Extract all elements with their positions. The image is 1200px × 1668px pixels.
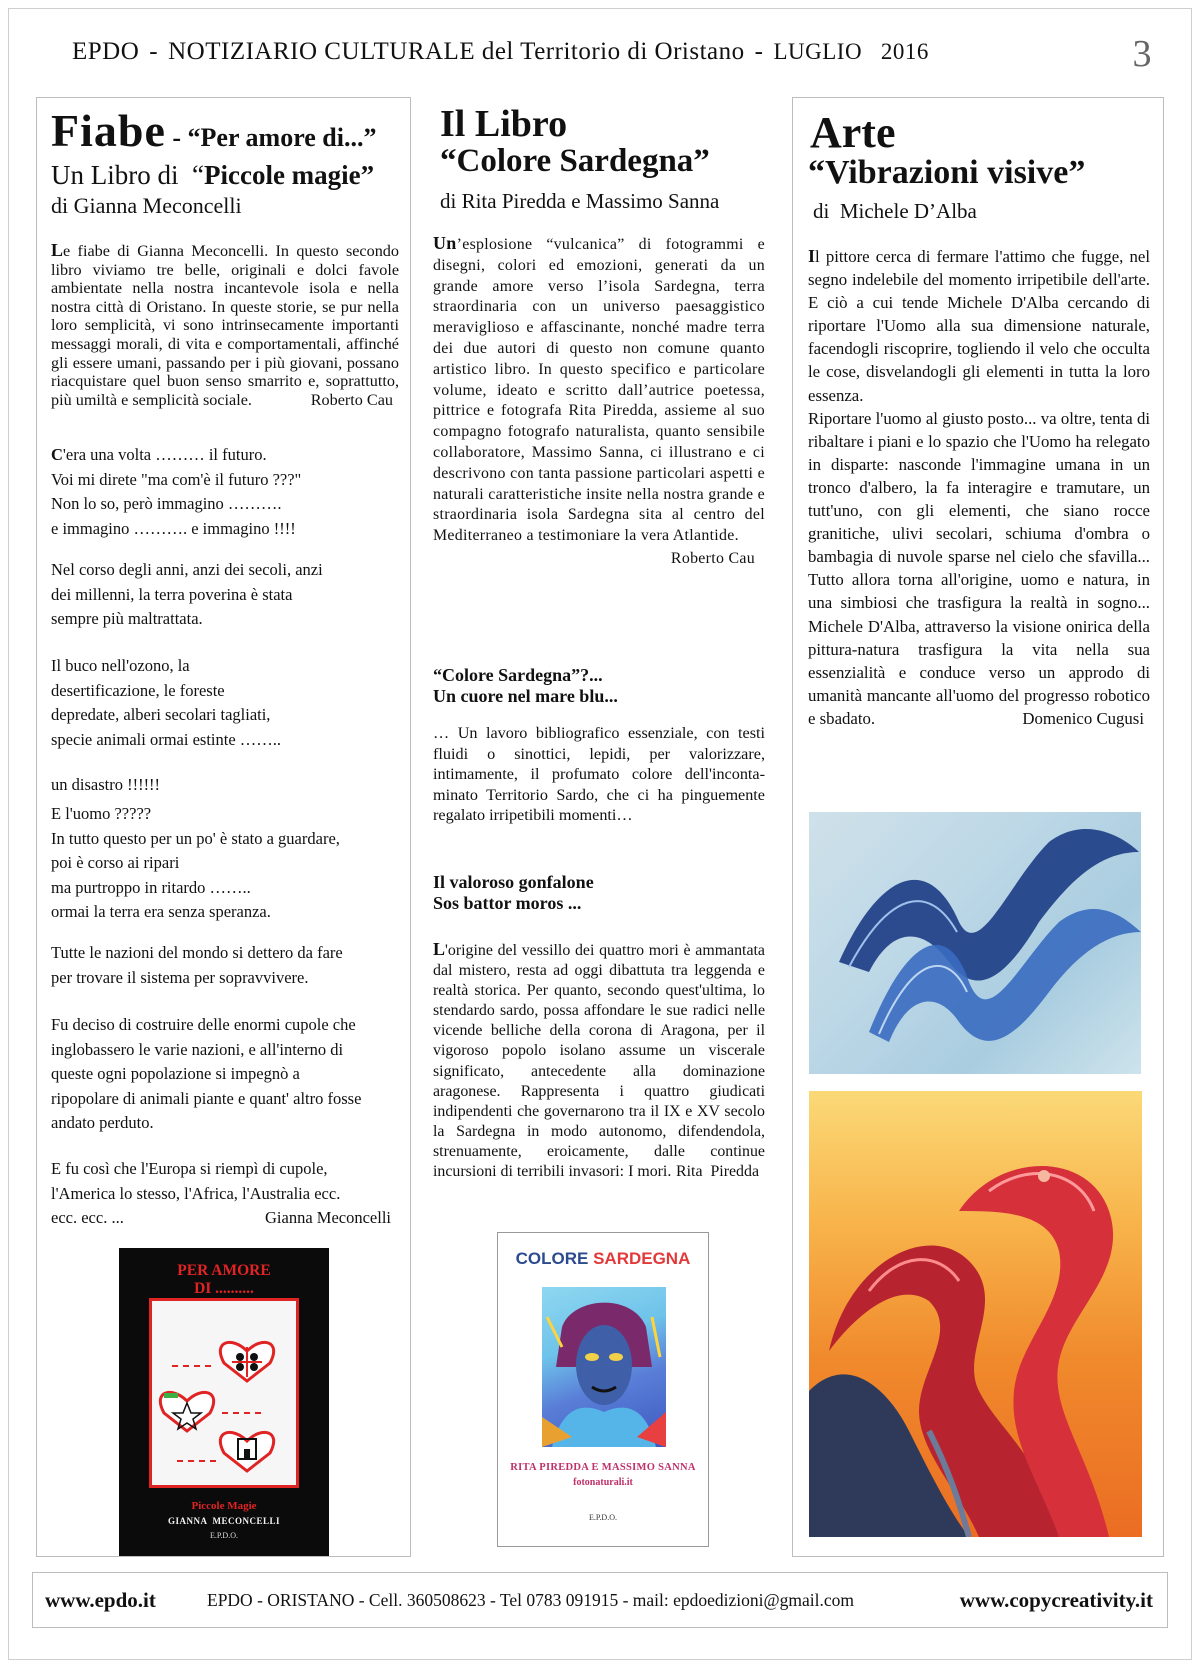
libro-byline: di Rita Piredda e Massimo Sanna (440, 189, 720, 213)
column-il-libro (418, 97, 780, 1557)
verse-line: desertificazione, le foreste (51, 680, 225, 700)
mask-illustration (542, 1287, 666, 1447)
book-cover-author: GIANNA MECONCELLI (167, 1516, 280, 1526)
book-cover-illustration (149, 1298, 299, 1488)
verse-line: per trovare il sistema per sopravvivere. (51, 967, 309, 987)
footer-contacts: EPDO - ORISTANO - Cell. 360508623 - Tel 0783 091915 - mail: epdoedizioni@gmail.com (207, 1590, 854, 1610)
fiabe-intro (51, 241, 399, 409)
red-waves-painting (809, 1091, 1142, 1537)
libro-main (433, 233, 765, 570)
footer (32, 1572, 1168, 1628)
fiabe-byline: di Gianna Meconcelli (51, 193, 242, 218)
fiabe-title: Fiabe (51, 105, 166, 156)
book-cover-colore-sardegna (497, 1232, 709, 1547)
verse-line: In tutto questo per un po' è stato a guardare, (51, 828, 340, 848)
book-cover-publisher: E.P.D.O. (209, 1531, 238, 1540)
fiabe-verse-1 (51, 443, 399, 541)
masthead-issue: LUGLIO 2016 (773, 39, 929, 64)
drop-cap: L (51, 240, 64, 260)
verse-line: Tutte le nazioni del mondo si dettero da fare (51, 943, 343, 962)
verse-line: ormai la terra era senza speranza. (51, 902, 271, 921)
libro-paragraph-3: L'origine del vessillo dei quattro mori è ammantata dal mistero, resta ad oggi dibattuta tra leggenda e realtà storica. Per quanto, secondo quest'ultima, lo stendardo sardo, possa affondare le sue radici nelle vicende belliche della corona di Aragona, per il vigoroso popolo isolano assume un viscerale significato, antecedente alla dominazione aragonese. Rappresenta i quattro giudicati indipendenti che governarono tra il IX e XV secolo la Sardegna in modo autonomo, difendendola, strenuamente, eroicamente, dalle continue incursioni di terribili invasori: I mori. Rita Piredda (433, 939, 765, 1182)
fiabe-signature: Gianna Meconcelli (265, 1208, 391, 1227)
verse-line: l'America lo stesso, l'Africa, l'Australia ecc. (51, 1183, 341, 1203)
verse-line: depredate, alberi secolari tagliati, (51, 705, 271, 724)
fiabe-verse-6 (51, 941, 399, 990)
verse-line: specie animali ormai estinte …….. (51, 729, 282, 749)
verse-line: e immagino ………. e immagino !!!! (51, 518, 296, 538)
book-cover-title: PER AMORE DI .......... (177, 1262, 271, 1297)
fiabe-heading (51, 104, 377, 157)
masthead-title (72, 38, 929, 66)
painting-blue-waves (809, 812, 1141, 1074)
fiabe-intro-signature: Roberto Cau (310, 390, 393, 409)
verse-line: queste ogni popolazione si impegnò a (51, 1064, 300, 1083)
arte-title-2: “Vibrazioni visive” (808, 154, 1086, 191)
arte-signature: Domenico Cugusi (1022, 708, 1144, 728)
libro-main-text: ’esplosione “vulcanica” di fotogrammi e disegni, colori ed emozioni, generati da un grande amore verso l’isola Sardegna, terra straordinaria con un universo paesaggistico meraviglioso e affascinante, nonché madre terra dei due autori di questo non comune quanto artistico libro. In questo specifico e particolare volume, ideato e scritto dall’autrice poetessa, pittrice e fotografa Rita Piredda, assieme al suo compagno fotografo naturalista, quanto sensibile collaboratore, Massimo Sanna, ci illustrano e ci descrivono con tanta passione particolari aspetti e naturali caratteristiche insite nella nostra grande e straordinaria isola Sardegna sita al centro del Mediterraneo a testimoniare la vera Atlantide. (433, 236, 765, 545)
verse-line: Non lo so, però immagino ………. (51, 494, 282, 513)
book-cover-site: fotonaturali.it (573, 1477, 633, 1488)
drop-cap: C (51, 445, 63, 464)
libro-subheading-1: “Colore Sardegna”?... Un cuore nel mare blu... (433, 665, 618, 706)
fiabe-verse-2 (51, 558, 399, 632)
libro-subheading-2: Il valoroso gonfalone Sos battor moros ... (433, 872, 594, 913)
masthead-separator-2: - (754, 38, 764, 65)
verse-line: sempre più maltrattata. (51, 609, 203, 628)
masthead (72, 33, 1152, 76)
verse-line: un disastro !!!!!! (51, 775, 161, 794)
book-cover-authors: RITA PIREDDA E MASSIMO SANNA (510, 1462, 696, 1473)
fiabe-subtitle-bold: Piccole magie” (203, 160, 375, 190)
drop-cap: L (433, 939, 446, 959)
libro-paragraph-2: … Un lavoro bibliografico essenziale, con testi fluidi o sinottici, lepidi, per valorizzare, intimamente, il profumato colore dell'inconta-minato Territorio Sardo, che ci ha pinguemente regalato irripetibili momenti… (433, 724, 765, 824)
arte-title: Arte (810, 108, 896, 157)
verse-line: inglobassero le varie nazioni, e all'interno di (51, 1039, 344, 1059)
verse-line: Il buco nell'ozono, la (51, 656, 190, 675)
footer-site-epdo[interactable]: www.epdo.it (45, 1588, 156, 1612)
libro-title-2: “Colore Sardegna” (440, 143, 710, 179)
fiabe-verse-7 (51, 1013, 399, 1136)
painting-red-waves (809, 1091, 1142, 1537)
libro-title: Il Libro (440, 103, 568, 145)
fiabe-subtitle (51, 160, 374, 191)
drop-cap: I (808, 246, 816, 266)
verse-line: Nel corso degli anni, anzi dei secoli, anzi (51, 560, 323, 579)
verse-line: Fu deciso di costruire delle enormi cupole che (51, 1015, 356, 1034)
page-number: 3 (1132, 33, 1152, 75)
verse-line: ecc. ecc. ... Gianna Meconcelli (51, 1206, 399, 1231)
book-cover-per-amore-di (119, 1248, 329, 1556)
arte-paragraph-2: Riportare l'uomo al giusto posto... va oltre, tenta di ribaltare i piani e lo spazio che l'Uomo ha relegato in disparte: nasconde l'immagine umana in un tronco d'albero, la fa interagire e tramutare, un tutt'uno, con gli elementi, che siano rocce granitiche, ulivi secolari, schiuma d'ombra o bambagia di nuvole sparse nel cielo che sfavilla... Tutto allora torna all'origine, uomo e natura, in una simbiosi che trasfigura la realtà in sogno... Michele D'Alba, attraverso la visione onirica della pittura-natura trasfigura la vita nella sua essenzialità e conduce verso un approdo di umanità mancante all'uomo del progresso robotico e sbadato. Domenico Cugusi (808, 407, 1150, 730)
blue-waves-painting (809, 812, 1141, 1074)
arte-paragraph-1: Il pittore cerca di fermare l'attimo che fugge, nel segno indelebile del momento irripetibile dell'arte. E ciò a cui tende Michele D'Alba cercando di riportare l'Uomo alla sua dimensione naturale, facendogli riscoprire, togliendo il velo che occulta le cose, disvelandogli gli elementi in tutta la loro essenza. (808, 246, 1150, 405)
column-fiabe (36, 97, 411, 1557)
masthead-publisher: EPDO (72, 38, 140, 65)
libro-p3-signature: Rita Piredda (676, 1163, 759, 1181)
libro-main-signature: Roberto Cau (670, 549, 755, 567)
column-arte (792, 97, 1164, 1557)
book-cover-subtitle: Piccole Magie (191, 1500, 257, 1512)
verse-line: C'era una volta ……… il futuro. (51, 445, 267, 464)
verse-line: ma purtroppo in ritardo …….. (51, 877, 251, 897)
masthead-newsletter: NOTIZIARIO CULTURALE del Territorio di Oristano (168, 38, 745, 65)
book-cover-mask-illustration (542, 1287, 666, 1447)
fiabe-verse-3 (51, 654, 399, 752)
fiabe-verse-8 (51, 1157, 399, 1231)
fiabe-subtitle-pre: Un Libro di “ (51, 160, 204, 190)
arte-byline: di Michele D’Alba (813, 199, 977, 223)
fiabe-verse-5 (51, 802, 399, 925)
fiabe-title-rest: - “Per amore di...” (165, 123, 377, 152)
verse-line: dei millenni, la terra poverina è stata (51, 584, 293, 604)
verse-line: ripopolare di animali piante e quant' altro fosse (51, 1088, 362, 1108)
drop-cap: Un (433, 233, 457, 253)
arte-main (808, 245, 1150, 730)
verse-line: E fu così che l'Europa si riempì di cupole, (51, 1159, 328, 1178)
hearts-illustration (152, 1301, 296, 1485)
masthead-separator: - (149, 38, 159, 65)
footer-site-copycreativity[interactable]: www.copycreativity.it (959, 1588, 1153, 1612)
libro-main-paragraph (433, 233, 765, 547)
verse-line: andato perduto. (51, 1113, 154, 1132)
verse-line: poi è corso ai ripari (51, 853, 180, 872)
fiabe-intro-paragraph (51, 241, 399, 409)
fiabe-intro-text: e fiabe di Gianna Meconcelli. In questo secondo libro viviamo tre belle, originali e dolci favole ambientate nella nostra incantevole isola e nella nostra città di Oristano. In queste storie, se pur nella loro semplicità, vi sono intrinsecamente importanti messaggi morali, di vita e comportamentali, affinché gli essere umani, passando per i più giovani, possano riacquistare quel buon senso smarrito e, soprattutto, più umiltà e semplicità sociale. (51, 242, 399, 409)
book-cover-publisher: E.P.D.O. (588, 1513, 617, 1522)
verse-line: Voi mi direte "ma com'è il futuro ???" (51, 469, 302, 489)
verse-line: E l'uomo ????? (51, 804, 152, 823)
book-cover-title: COLORE SARDEGNA (515, 1249, 691, 1268)
fiabe-verse-4 (51, 773, 399, 798)
